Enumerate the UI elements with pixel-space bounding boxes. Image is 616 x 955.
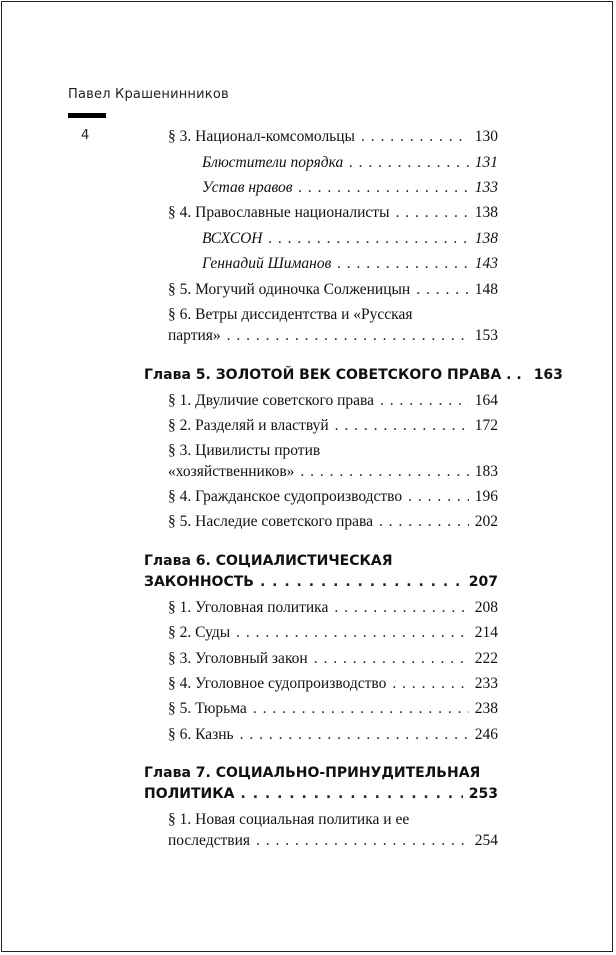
dot-leader <box>408 486 469 507</box>
toc-section <box>168 648 498 669</box>
toc-entry-title: § 3. Цивилисты против <box>168 442 321 459</box>
toc-entry-title: партия» <box>168 327 221 344</box>
toc-page-number: 130 <box>474 128 498 145</box>
dot-leader <box>392 673 468 694</box>
toc-section <box>168 597 498 618</box>
toc-page-number: 148 <box>474 281 498 298</box>
toc-entry-title: § 2. Разделяй и властвуй <box>168 417 329 434</box>
toc-chapter <box>144 763 498 805</box>
toc-page-number: 207 <box>468 574 498 590</box>
toc-section <box>168 486 498 507</box>
toc-entry-title: Глава 6. СОЦИАЛИСТИЧЕСКАЯ <box>144 553 393 569</box>
toc-page-number: 138 <box>474 230 498 247</box>
toc-entry-line <box>144 365 563 386</box>
dot-leader <box>240 724 469 745</box>
toc-entry-line <box>168 325 498 346</box>
running-header-author: Павел Крашенинников <box>68 87 229 102</box>
toc-entry-line <box>168 809 498 830</box>
toc-entry-title: § 4. Гражданское судопроизводство <box>168 488 403 505</box>
toc-entry-title: ПОЛИТИКА <box>144 786 235 802</box>
toc-entry-line <box>168 304 498 325</box>
toc-entry-line <box>202 177 498 198</box>
toc-entry-line <box>168 597 498 618</box>
toc-section <box>168 202 498 223</box>
toc-entry-title: § 5. Могучий одиночка Солженицын <box>168 281 411 298</box>
toc-page-number: 163 <box>533 367 563 383</box>
dot-leader <box>379 511 469 532</box>
toc-chapter <box>144 551 498 593</box>
toc-subsection <box>202 228 498 249</box>
toc-entry-line <box>144 551 498 572</box>
dot-leader <box>299 177 469 198</box>
dot-leader <box>300 461 468 482</box>
dot-leader <box>253 698 469 719</box>
toc-entry-title: § 6. Казнь <box>168 726 234 743</box>
toc-entry-line <box>144 572 498 593</box>
dot-leader <box>361 126 469 147</box>
toc-entry-line <box>168 698 498 719</box>
toc-entry-title: § 4. Уголовное судопроизводство <box>168 675 387 692</box>
toc-entry-title: Устав нравов <box>202 179 293 196</box>
toc-entry-line <box>168 279 498 300</box>
toc-section <box>168 279 498 300</box>
dot-leader <box>334 597 468 618</box>
toc-page-number: 183 <box>474 463 498 480</box>
toc-page-number: 131 <box>474 154 498 171</box>
toc-entry-line <box>168 415 498 436</box>
toc-entry-line <box>168 126 498 147</box>
toc-section <box>168 622 498 643</box>
dot-leader <box>260 572 463 593</box>
toc-entry-line <box>202 228 498 249</box>
dot-leader <box>416 279 469 300</box>
toc-page-number: 196 <box>474 488 498 505</box>
toc-entry-title: Блюстители порядка <box>202 154 344 171</box>
toc-entry-title: § 1. Уголовная политика <box>168 599 329 616</box>
toc-entry-title: ВСХСОН <box>202 230 263 247</box>
toc-entry-title: § 1. Двуличие советского права <box>168 392 375 409</box>
toc-entry-line <box>168 202 498 223</box>
toc-entry-line <box>144 784 498 805</box>
dot-leader <box>380 390 469 411</box>
toc-page-number: 143 <box>474 255 498 272</box>
toc-section <box>168 415 498 436</box>
toc-entry-line <box>168 673 498 694</box>
toc-entry-title: последствия <box>168 832 251 849</box>
toc-page-number: 172 <box>474 417 498 434</box>
toc-entry-title: § 5. Тюрьма <box>168 700 247 717</box>
toc-entry-line <box>168 511 498 532</box>
toc-section <box>168 698 498 719</box>
toc-page-number: 253 <box>468 786 498 802</box>
dot-leader <box>396 202 469 223</box>
page-number: 4 <box>81 128 90 143</box>
toc-entry-line <box>168 486 498 507</box>
toc-entry-title: § 3. Уголовный закон <box>168 650 308 667</box>
toc-entry-title: § 3. Национал-комсомольцы <box>168 128 355 145</box>
toc-section <box>168 511 498 532</box>
toc-page-number: 222 <box>474 650 498 667</box>
toc-section <box>168 724 498 745</box>
toc-entry-line <box>202 253 498 274</box>
toc-page-number: 208 <box>474 599 498 616</box>
dot-leader <box>241 784 463 805</box>
toc-entry-title: Глава 5. ЗОЛОТОЙ ВЕК СОВЕТСКОГО ПРАВА . . <box>144 367 522 383</box>
toc-entry-line <box>168 648 498 669</box>
toc-entry-title: § 4. Православные националисты <box>168 204 390 221</box>
dot-leader <box>335 415 469 436</box>
toc-chapter <box>144 365 563 386</box>
dot-leader <box>256 830 469 851</box>
toc-entry-title: ЗАКОННОСТЬ <box>144 574 254 590</box>
toc-entry-line <box>168 622 498 643</box>
toc-entry-line <box>168 390 498 411</box>
toc-entry-title: § 1. Новая социальная политика и ее <box>168 811 410 828</box>
toc-section <box>168 809 498 851</box>
toc-section <box>168 673 498 694</box>
toc-subsection <box>202 253 498 274</box>
toc-entry-line <box>144 763 498 784</box>
toc-page-number: 238 <box>474 700 498 717</box>
toc-page-number: 233 <box>474 675 498 692</box>
toc-entry-title: Геннадий Шиманов <box>202 255 332 272</box>
toc-page-number: 246 <box>474 726 498 743</box>
toc-entry-title: § 6. Ветры диссидентства и «Русская <box>168 306 413 323</box>
dot-leader <box>268 228 468 249</box>
toc-section <box>168 440 498 482</box>
dot-leader <box>236 622 469 643</box>
toc-section <box>168 390 498 411</box>
toc-section <box>168 304 498 346</box>
toc-entry-title: Глава 7. СОЦИАЛЬНО-ПРИНУДИТЕЛЬНАЯ <box>144 765 481 781</box>
dot-leader <box>349 152 469 173</box>
toc-entry-line <box>168 461 498 482</box>
toc-entry-line <box>202 152 498 173</box>
dot-leader <box>314 648 469 669</box>
dot-leader <box>337 253 468 274</box>
toc-page-number: 214 <box>474 624 498 641</box>
toc-entry-line <box>168 440 498 461</box>
toc-entry-title: «хозяйственников» <box>168 463 295 480</box>
toc-subsection <box>202 177 498 198</box>
toc-entry-title: § 5. Наследие советского права <box>168 513 374 530</box>
toc-page-number: 164 <box>474 392 498 409</box>
toc-entry-title: § 2. Суды <box>168 624 231 641</box>
toc-page-number: 254 <box>474 832 498 849</box>
toc-page-number: 133 <box>474 179 498 196</box>
toc-entry-line <box>168 830 498 851</box>
toc-entry-line <box>168 724 498 745</box>
toc-section <box>168 126 498 147</box>
dot-leader <box>227 325 469 346</box>
toc-page-number: 202 <box>474 513 498 530</box>
toc-subsection <box>202 152 498 173</box>
toc-page-number: 153 <box>474 327 498 344</box>
toc-page-number: 138 <box>474 204 498 221</box>
